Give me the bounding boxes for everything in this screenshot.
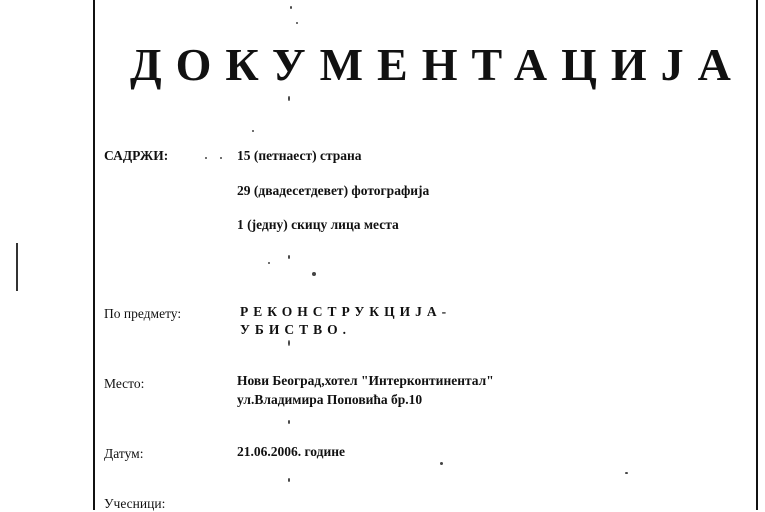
subject-line-2: УБИСТВО. [240, 322, 351, 337]
contents-item-pages: 15 (петнаест) страна [237, 148, 362, 163]
scan-speck [625, 472, 628, 474]
scan-speck [252, 130, 254, 132]
page-border-left [93, 0, 95, 510]
place-line-1: Нови Београд,хотел "Интерконтинентал" [237, 373, 494, 388]
scan-speck [205, 157, 207, 159]
document-title: ДОКУМЕНТАЦИЈА [130, 39, 745, 90]
page-border-right [756, 0, 758, 510]
place-label: Место: [104, 376, 145, 391]
scan-speck [288, 478, 290, 482]
contents-item-sketch: 1 (једну) скицу лица места [237, 217, 399, 232]
scan-speck [288, 340, 290, 346]
scan-speck [312, 272, 316, 276]
participants-label: Учесници: [104, 496, 166, 511]
subject-line-1: РЕКОНСТРУКЦИЈА- [240, 304, 452, 319]
place-line-2: ул.Владимира Поповића бр.10 [237, 392, 423, 407]
subject-label: По предмету: [104, 306, 182, 321]
scan-speck [290, 6, 292, 9]
scan-speck [268, 262, 270, 264]
scan-speck [288, 96, 290, 101]
scan-speck [296, 22, 298, 24]
scan-speck [220, 157, 222, 159]
contents-item-photos: 29 (двадесетдевет) фотографија [237, 183, 430, 198]
scan-speck [440, 462, 443, 465]
date-value: 21.06.2006. године [237, 444, 346, 459]
margin-mark [16, 243, 18, 291]
scan-speck [288, 420, 290, 424]
contents-label: САДРЖИ: [104, 148, 169, 163]
date-label: Датум: [104, 446, 144, 461]
scan-speck [288, 255, 290, 259]
